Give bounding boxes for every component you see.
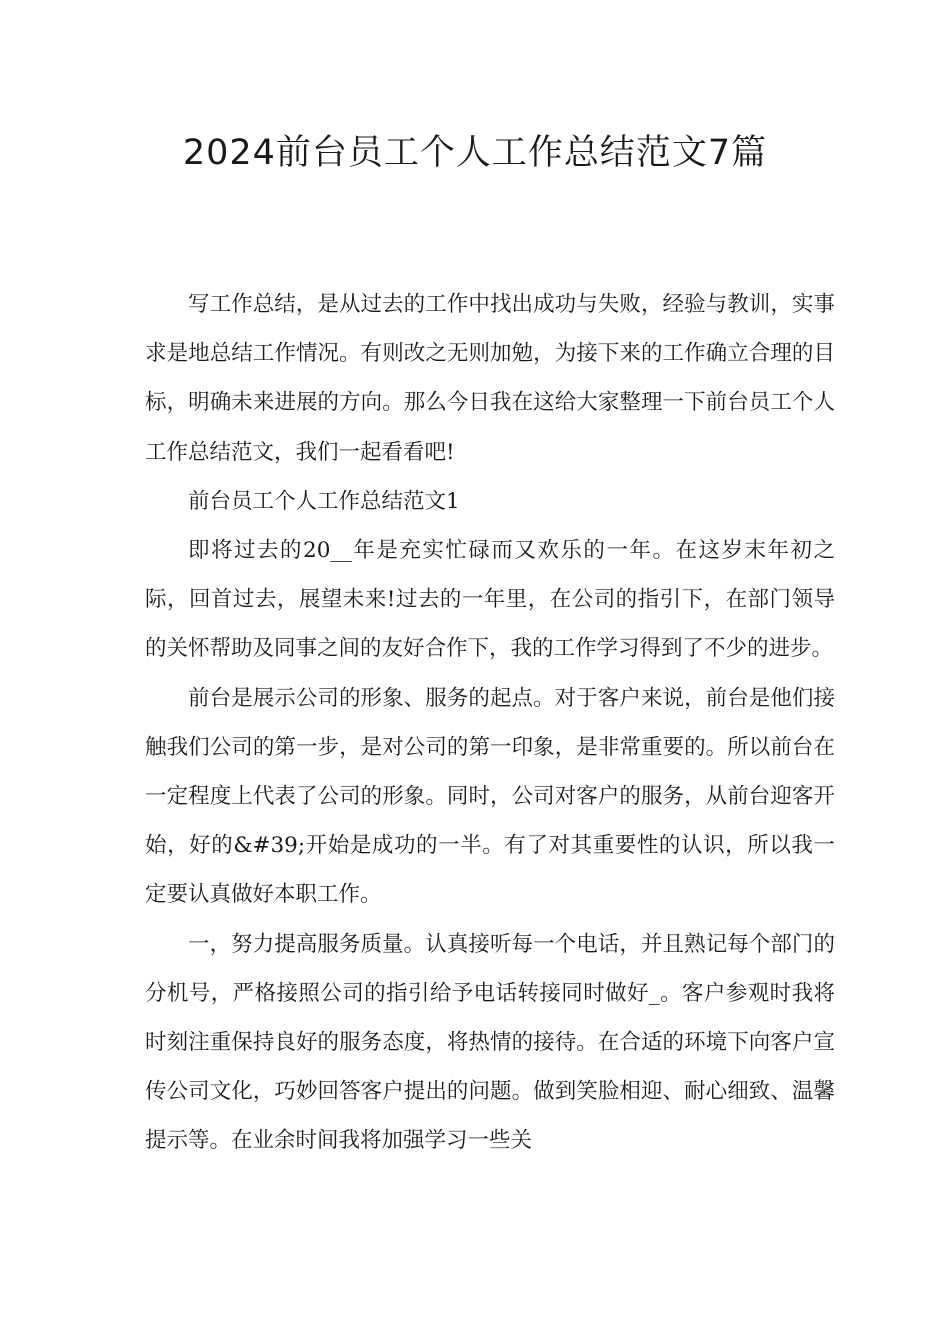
section-heading: 前台员工个人工作总结范文1 xyxy=(188,488,460,514)
body-paragraph: 一，努力提高服务质量。认真接听每一个电话，并且熟记每个部门的分机号，严格接照公司的指引给予电话转接同时做好_。客户参观时我将时刻注重保持良好的服务态度，将热情的接待。在合适的环境下向客户宣传公司文化，巧妙回答客户提出的问题。做到笑脸相迎、耐心细致、温馨提示等。在业余时间我将加强学习一些关 xyxy=(145,931,835,1154)
intro-paragraph: 写工作总结，是从过去的工作中找出成功与失败，经验与教训，实事求是地总结工作情况。有则改之无则加勉，为接下来的工作确立合理的目标，明确未来进展的方向。那么今日我在这给大家整理一下前台员工个人工作总结范文，我们一起看看吧! xyxy=(145,292,835,465)
document-body xyxy=(145,280,835,1166)
body-paragraph: 即将过去的20__年是充实忙碌而又欢乐的一年。在这岁末年初之际，回首过去，展望未来!过去的一年里，在公司的指引下，在部门领导的关怀帮助及同事之间的友好合作下，我的工作学习得到了不少的进步。 xyxy=(145,538,835,662)
body-paragraph: 前台是展示公司的形象、服务的起点。对于客户来说，前台是他们接触我们公司的第一步，是对公司的第一印象，是非常重要的。所以前台在一定程度上代表了公司的形象。同时，公司对客户的服务，从前台迎客开始，好的&#39;开始是成功的一半。有了对其重要性的认识，所以我一定要认真做好本职工作。 xyxy=(145,685,835,908)
document-title: 2024前台员工个人工作总结范文7篇 xyxy=(182,133,768,173)
